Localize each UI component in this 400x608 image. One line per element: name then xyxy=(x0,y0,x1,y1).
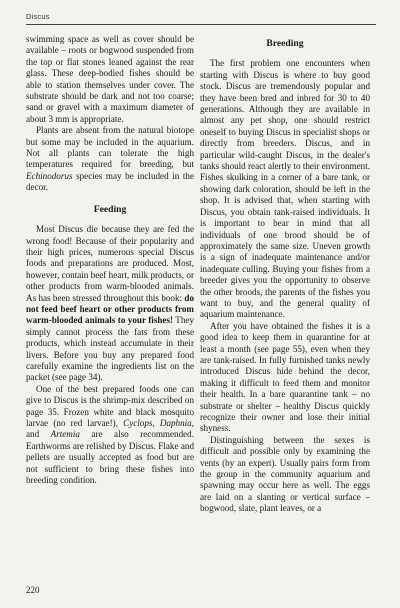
paragraph: The first problem one encounters when starting with Discus is where to buy good stock. Discus are tremendously popular and they have been bred and inbred for 30 to 40 generations. Although they are available in almost any pet shop, one should restrict oneself to buying Discus in specialist shops or directly from breeders. Discus, and in particular wild-caught Discus, in the dealer's tanks should react alertly to their environment. Fishes skulking in a corner of a bare tank, or showing dark coloration, should be left in the shop. It is advised that, when starting with Discus, you obtain tank-raised individuals. It is important to bear in mind that all individuals of one brood should be of approximately the same size. Uneven growth is a sign of inadequate maintenance and/or inadequate culling. Buying your fishes from a breeder gives you the opportunity to observe the other broods, the parents of the fishes you want to buy, and the general quality of aquarium maintenance. xyxy=(200,58,370,320)
right-column xyxy=(200,34,370,515)
section-heading-feeding: Feeding xyxy=(93,203,127,215)
running-head: Discus xyxy=(26,12,50,21)
page-number: 220 xyxy=(26,585,40,595)
paragraph: swimming space as well as cover should be available – roots or bogwood suspended from the top or flat stones leaned against the rear glass. These deep-bodied fishes should be able to station themselves under cover. The substrate should be dark and not too coarse; sand or gravel with a maximum diameter of about 3 mm is appropriate. xyxy=(26,34,194,124)
left-column xyxy=(26,34,194,486)
text-run: They simply cannot process the fats from these products, which instead accumulate in their livers. Before you buy any prepared food carefully examine the ingredients list on the packet (see page 34). xyxy=(26,315,194,383)
text-run: , and xyxy=(26,418,194,440)
paragraph xyxy=(26,224,194,384)
text-run: One of the best prepared foods one can give to Discus is the shrimp-mix described on page 35. Frozen white and black mosquito larvae (no red larvae!), xyxy=(26,383,194,428)
bold-warning: do not feed beef heart or other products from warm-blooded animals to your fishes! xyxy=(26,292,194,326)
text-run: Most Discus die because they are fed the wrong food! Because of their popularity and their high prices, numerous special Discus foods and preparations are produced. Most, however, contain beef heart, milk products, or other products from warm-blooded animals. As has been stressed throughout this book: xyxy=(26,224,194,303)
italic-term: Daphnia xyxy=(159,418,192,428)
text-run: Plants are absent from the natural biotope but some may be included in the aquarium. Not all plants can tolerate the high temperatures required for breeding, but xyxy=(26,125,194,170)
paragraph: Distinguishing between the sexes is difficult and possible only by examining the vents (by an expert). Usually pairs form from the group in the community aquarium and spawning may occur here as well. The eggs are laid on a slanting or vertical surface – bogwood, slate, plant leaves, or a xyxy=(200,434,370,514)
paragraph xyxy=(26,384,194,487)
paragraph: After you have obtained the fishes it is a good idea to keep them in quarantine for at least a month (see page 55), even when they are tank-raised. In fully furnished tanks newly introduced Discus hide behind the decor, making it difficult to feed them and monitor their health. In a bare quarantine tank – no substrate or shelter – healthy Discus quickly recognize their owner and lose their initial shyness. xyxy=(200,320,370,434)
header-rule xyxy=(26,24,376,25)
text-run: are also recommended. Earthworms are relished by Discus. Flake and pellets are usually accepted as food but are not sufficient to bring these fishes into breeding condition. xyxy=(26,429,194,486)
section-heading-breeding: Breeding xyxy=(266,38,304,49)
italic-term: Cyclops xyxy=(123,418,153,428)
italic-term: Artemia xyxy=(50,429,80,440)
paragraph xyxy=(26,125,194,193)
text-run: species may be included in the decor. xyxy=(26,170,194,193)
text-run: , xyxy=(152,418,160,428)
italic-term: Echinodorus xyxy=(26,170,73,181)
